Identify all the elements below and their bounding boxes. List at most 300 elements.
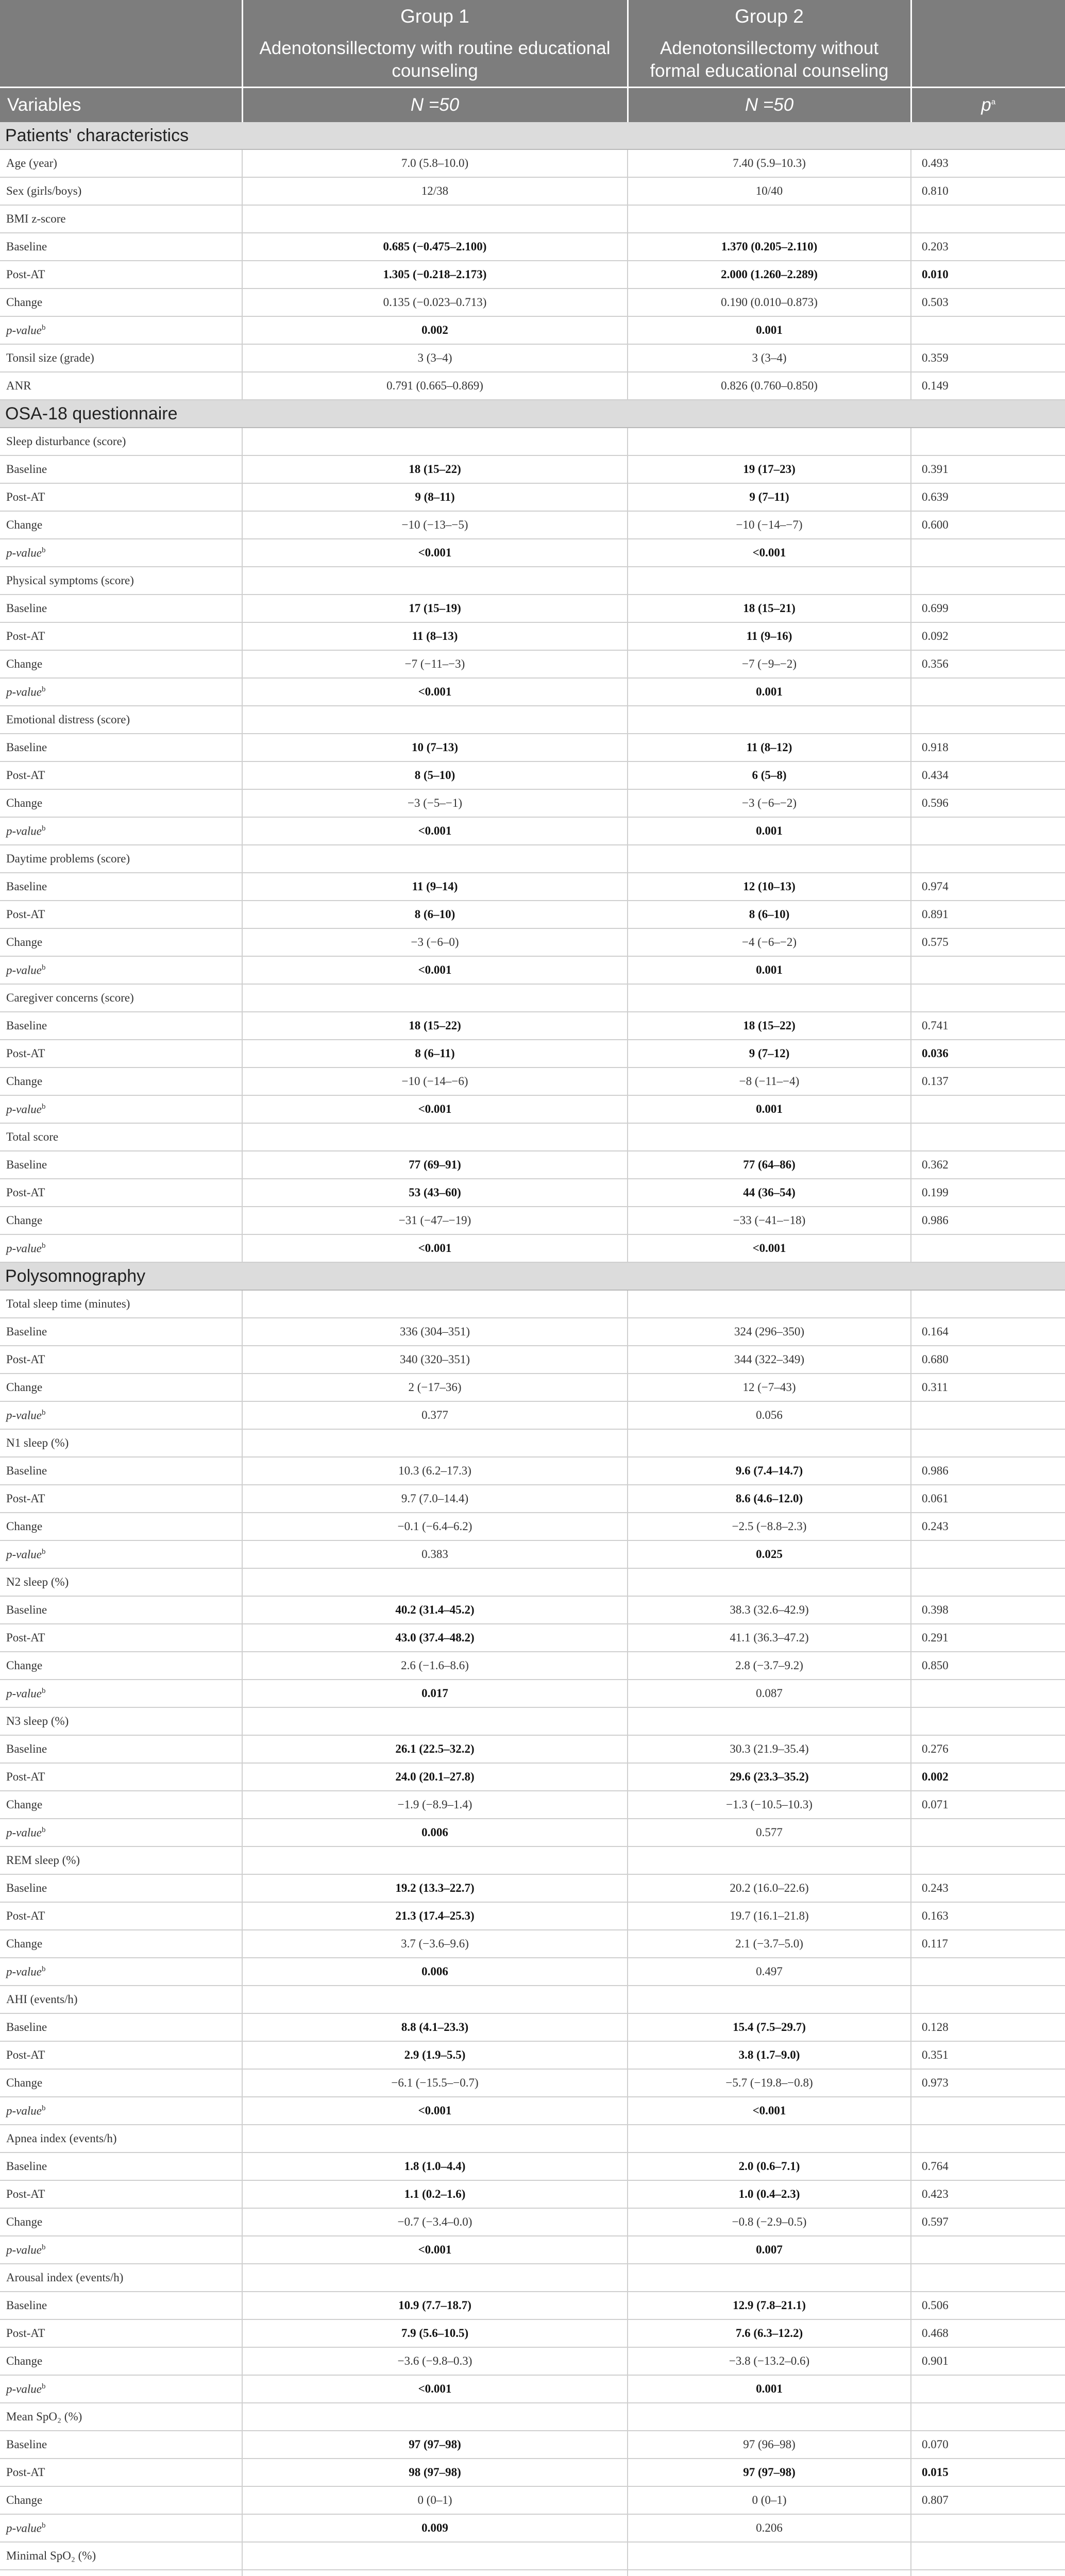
pvalue-footnote-marker: b [41, 2104, 46, 2112]
variable-label-cell [0, 205, 242, 233]
variable-label: Change [6, 2494, 43, 2506]
variable-label-cell [0, 1151, 242, 1179]
pvalue-footnote-marker: b [41, 2382, 46, 2391]
p-value: 0.010 [911, 261, 1065, 289]
variable-label: Post-AT [6, 1631, 45, 1644]
group1-value: 336 (304–351) [242, 1318, 628, 1346]
variable-label: Baseline [6, 2160, 47, 2173]
table-row [0, 372, 1065, 400]
p-value [911, 2514, 1065, 2542]
group1-value [242, 845, 628, 873]
group1-value: 17 (15–19) [242, 595, 628, 622]
table-row [0, 511, 1065, 539]
group2-value: 0.826 (0.760–0.850) [628, 372, 911, 400]
variable-label: Post-AT [6, 1353, 45, 1366]
variable-label-cell [0, 2292, 242, 2319]
group2-n: N =50 [628, 88, 911, 123]
p-value [911, 845, 1065, 873]
group2-value: 41.1 (36.3–47.2) [628, 1624, 911, 1652]
variable-label-cell [0, 289, 242, 316]
variable-label: Post-AT [6, 1770, 45, 1783]
p-value [911, 2375, 1065, 2403]
table-row [0, 289, 1065, 316]
variable-label: Total sleep time (minutes) [6, 1297, 130, 1310]
p-value [911, 1095, 1065, 1123]
table-body [0, 122, 1065, 2576]
p-value: 0.986 [911, 1457, 1065, 1485]
variable-label: Change [6, 2076, 43, 2089]
group2-value: −0.8 (−2.9–0.5) [628, 2208, 911, 2236]
variable-label: p-value [6, 324, 42, 337]
group2-value: 0.497 [628, 1958, 911, 1986]
table-row [0, 1095, 1065, 1123]
p-value [911, 2097, 1065, 2125]
group1-value: 24.0 (20.1–27.8) [242, 1763, 628, 1791]
p-value [911, 1568, 1065, 1596]
variable-label: Post-AT [6, 2188, 45, 2200]
table-row [0, 2236, 1065, 2264]
p-value [911, 1986, 1065, 2013]
p-value: 0.810 [911, 177, 1065, 205]
p-value [911, 956, 1065, 984]
p-value: 0.974 [911, 873, 1065, 901]
table-row [0, 177, 1065, 205]
group1-value [242, 984, 628, 1012]
p-value [911, 2403, 1065, 2431]
group2-value: 0.577 [628, 1819, 911, 1846]
group1-value: 0.017 [242, 1680, 628, 1707]
variable-label-cell [0, 455, 242, 483]
p-value: 0.311 [911, 1374, 1065, 1401]
p-value: 0.071 [911, 1791, 1065, 1819]
group2-value: <0.001 [628, 1234, 911, 1262]
group1-value: 53 (43–60) [242, 1179, 628, 1207]
group2-value: 38.3 (32.6–42.9) [628, 1596, 911, 1624]
subgroup-row [0, 1846, 1065, 1874]
group1-value: −3 (−5–−1) [242, 789, 628, 817]
group2-value: 12.9 (7.8–21.1) [628, 2292, 911, 2319]
group2-value: 0.206 [628, 2514, 911, 2542]
group1-value: 11 (8–13) [242, 622, 628, 650]
group2-value: 2.0 (0.6–7.1) [628, 2153, 911, 2180]
group2-value: 9 (7–12) [628, 1040, 911, 1067]
variable-label-cell [0, 2459, 242, 2486]
group2-value: 44 (36–54) [628, 1179, 911, 1207]
group1-value: 1.1 (0.2–1.6) [242, 2180, 628, 2208]
table-row [0, 1874, 1065, 1902]
p-value: 0.639 [911, 483, 1065, 511]
group2-value: 344 (322–349) [628, 1346, 911, 1374]
group2-value: 0.056 [628, 1401, 911, 1429]
group2-value [628, 984, 911, 1012]
group1-value: 11 (9–14) [242, 873, 628, 901]
subgroup-row [0, 706, 1065, 734]
subgroup-row [0, 1568, 1065, 1596]
group2-value: 0.087 [628, 1680, 911, 1707]
variable-label-cell [0, 149, 242, 177]
table-row [0, 789, 1065, 817]
group1-value: 9.7 (7.0–14.4) [242, 1485, 628, 1513]
group2-value [628, 706, 911, 734]
group1-value: −3.6 (−9.8–0.3) [242, 2347, 628, 2375]
group1-value: 10 (7–13) [242, 734, 628, 761]
table-row [0, 2208, 1065, 2236]
subgroup-row [0, 845, 1065, 873]
variable-label: p-value [6, 546, 42, 560]
group1-value: 0.002 [242, 316, 628, 344]
group1-value: 18 (15–22) [242, 455, 628, 483]
table-row [0, 1234, 1065, 1262]
subgroup-row [0, 2542, 1065, 2570]
subgroup-row [0, 2125, 1065, 2153]
variable-label-cell [0, 928, 242, 956]
variable-label-cell [0, 1652, 242, 1680]
group2-value: 12 (10–13) [628, 873, 911, 901]
p-value [911, 2125, 1065, 2153]
variables-column-header: Variables [0, 88, 242, 123]
group1-value: 8.8 (4.1–23.3) [242, 2013, 628, 2041]
p-value: 0.199 [911, 1179, 1065, 1207]
group1-value: 18 (15–22) [242, 1012, 628, 1040]
variable-label-cell [0, 1624, 242, 1652]
group2-value [628, 1123, 911, 1151]
pvalue-footnote-marker: b [41, 546, 46, 554]
table-row [0, 2069, 1065, 2097]
variable-label: Change [6, 2215, 43, 2228]
group1-value [242, 1123, 628, 1151]
variable-label-cell [0, 177, 242, 205]
variable-label: Baseline [6, 1882, 47, 1894]
p-value [911, 2236, 1065, 2264]
p-value: 0.137 [911, 1067, 1065, 1095]
pvalue-footnote-marker: b [41, 963, 46, 972]
table-row [0, 2486, 1065, 2514]
pvalue-footnote-marker: b [41, 1686, 46, 1695]
group2-value: 8.6 (4.6–12.0) [628, 1485, 911, 1513]
group2-value: 9.6 (7.4–14.7) [628, 1457, 911, 1485]
group2-value: −3 (−6–−2) [628, 789, 911, 817]
group2-value: 2.1 (−3.7–5.0) [628, 1930, 911, 1958]
variable-label: Post-AT [6, 2048, 45, 2061]
group1-value: 2.6 (−1.6–8.6) [242, 1652, 628, 1680]
group1-value: 2.9 (1.9–5.5) [242, 2041, 628, 2069]
variable-label: Post-AT [6, 2327, 45, 2340]
group2-value [628, 205, 911, 233]
header-empty-cell [911, 33, 1065, 88]
group1-value [242, 1986, 628, 2013]
p-value: 0.434 [911, 761, 1065, 789]
variable-label: Tonsil size (grade) [6, 351, 94, 364]
group2-value: 77 (64–86) [628, 1151, 911, 1179]
p-value: 0.468 [911, 2319, 1065, 2347]
group1-value: 0.006 [242, 1819, 628, 1846]
variable-label-cell [0, 261, 242, 289]
variable-label: Baseline [6, 2299, 47, 2312]
group2-value [628, 1429, 911, 1457]
header-empty-cell [0, 33, 242, 88]
variable-label-cell [0, 1485, 242, 1513]
variable-label-cell [0, 2431, 242, 2459]
group2-value: 97 (97–98) [628, 2459, 911, 2486]
variable-label-cell [0, 1457, 242, 1485]
group2-value: 18 (15–22) [628, 1012, 911, 1040]
pvalue-footnote-marker: b [41, 2243, 46, 2251]
group2-value: 0.025 [628, 1540, 911, 1568]
pvalue-footnote-marker: b [41, 1408, 46, 1417]
table-row [0, 595, 1065, 622]
p-value: 0.575 [911, 928, 1065, 956]
pvalue-footnote-marker: b [41, 1102, 46, 1111]
table-row [0, 734, 1065, 761]
group1-value: 3 (3–4) [242, 344, 628, 372]
table-row [0, 873, 1065, 901]
group1-value: 1.8 (1.0–4.4) [242, 2153, 628, 2180]
table-row [0, 956, 1065, 984]
group1-value: −7 (−11–−3) [242, 650, 628, 678]
table-row [0, 928, 1065, 956]
variable-label-cell [0, 2319, 242, 2347]
p-value: 0.164 [911, 1318, 1065, 1346]
p-value: 0.891 [911, 901, 1065, 928]
p-value: 0.276 [911, 1735, 1065, 1763]
variable-label: Baseline [6, 1019, 47, 1032]
p-value [911, 205, 1065, 233]
variable-label: N3 sleep (%) [6, 1715, 69, 1727]
group1-value [242, 428, 628, 455]
group1-value: <0.001 [242, 678, 628, 706]
variable-label: Change [6, 1075, 43, 1088]
variable-label: Caregiver concerns (score) [6, 991, 134, 1004]
variable-label-cell [0, 2403, 242, 2431]
group1-value: <0.001 [242, 956, 628, 984]
table-row [0, 1624, 1065, 1652]
p-value: 0.128 [911, 2013, 1065, 2041]
variable-label: Change [6, 1381, 43, 1394]
group1-subtitle: Adenotonsillectomy with routine educational counseling [242, 33, 628, 88]
p-value: 0.901 [911, 2347, 1065, 2375]
variable-label: p-value [6, 1409, 42, 1422]
group2-value: 0.001 [628, 956, 911, 984]
group2-value [628, 2125, 911, 2153]
p-value [911, 1429, 1065, 1457]
variable-label-cell [0, 2069, 242, 2097]
group1-value: <0.001 [242, 2375, 628, 2403]
table-row [0, 1374, 1065, 1401]
variable-label: Post-AT [6, 769, 45, 782]
variable-label-cell [0, 2514, 242, 2542]
p-value [911, 1234, 1065, 1262]
group1-value: 0.006 [242, 1958, 628, 1986]
group1-value: 10.9 (7.7–18.7) [242, 2292, 628, 2319]
p-value: 0.596 [911, 789, 1065, 817]
table-row [0, 1151, 1065, 1179]
group1-value [242, 1707, 628, 1735]
p-value: 0.359 [911, 344, 1065, 372]
variable-label-cell [0, 1846, 242, 1874]
variable-label: Sleep disturbance (score) [6, 435, 126, 448]
group1-value: <0.001 [242, 2097, 628, 2125]
variable-label: ANR [6, 379, 31, 392]
p-value [911, 1123, 1065, 1151]
group1-value: 7.9 (5.6–10.5) [242, 2319, 628, 2347]
p-value [911, 1290, 1065, 1318]
table-row [0, 1067, 1065, 1095]
group2-value: 10/40 [628, 177, 911, 205]
subgroup-row [0, 1429, 1065, 1457]
table-row [0, 817, 1065, 845]
group1-value [242, 567, 628, 595]
variable-label-cell [0, 984, 242, 1012]
variable-label-cell [0, 789, 242, 817]
table-row [0, 2097, 1065, 2125]
variable-label: p-value [6, 1965, 42, 1978]
table-row [0, 1958, 1065, 1986]
variable-label-cell [0, 901, 242, 928]
group1-value: 21.3 (17.4–25.3) [242, 1902, 628, 1930]
group1-value [242, 1290, 628, 1318]
variable-label-cell [0, 2486, 242, 2514]
p-value: 0.391 [911, 455, 1065, 483]
table-row [0, 2431, 1065, 2459]
group2-value: 0.001 [628, 817, 911, 845]
variable-label: Baseline [6, 1158, 47, 1171]
variable-label-cell [0, 1346, 242, 1374]
group2-value: 6 (5–8) [628, 761, 911, 789]
group2-value: 3.8 (1.7–9.0) [628, 2041, 911, 2069]
p-column-header-label: p [981, 95, 991, 115]
p-value: 0.423 [911, 2180, 1065, 2208]
group1-value: 26.1 (22.5–32.2) [242, 1735, 628, 1763]
group1-value: −0.1 (−6.4–6.2) [242, 1513, 628, 1540]
variable-label-cell [0, 2542, 242, 2570]
p-value: 0.036 [911, 1040, 1065, 1067]
table-row [0, 1485, 1065, 1513]
table-row [0, 233, 1065, 261]
variable-label-cell [0, 1986, 242, 2013]
variable-label-cell [0, 2013, 242, 2041]
variable-label-cell [0, 1290, 242, 1318]
group1-value: −31 (−47–−19) [242, 1207, 628, 1234]
variable-label-cell [0, 595, 242, 622]
variable-label-cell [0, 1513, 242, 1540]
table-row [0, 622, 1065, 650]
group2-value: 97 (96–98) [628, 2431, 911, 2459]
variable-label: p-value [6, 2104, 42, 2117]
table-row [0, 1318, 1065, 1346]
variable-label-cell [0, 2097, 242, 2125]
variable-label-cell [0, 1067, 242, 1095]
p-value: 0.986 [911, 1207, 1065, 1234]
variable-label: Age (year) [6, 157, 57, 170]
variable-label: Change [6, 657, 43, 670]
variable-label: Apnea index (events/h) [6, 2132, 117, 2145]
table-row [0, 650, 1065, 678]
p-value: 0.243 [911, 1513, 1065, 1540]
table-row [0, 344, 1065, 372]
group1-value: 0.383 [242, 1540, 628, 1568]
variable-label-cell [0, 2375, 242, 2403]
p-value [911, 1819, 1065, 1846]
group1-value [242, 2570, 628, 2576]
group1-title: Group 1 [242, 0, 628, 33]
variable-label-cell [0, 2236, 242, 2264]
group2-value: 1.0 (0.4–2.3) [628, 2180, 911, 2208]
variable-label: Change [6, 936, 43, 948]
section-header [0, 122, 1065, 149]
group2-value: −33 (−41–−18) [628, 1207, 911, 1234]
header-empty-cell [0, 0, 242, 33]
group1-value: 7.0 (5.8–10.0) [242, 149, 628, 177]
variable-label-cell [0, 428, 242, 455]
group1-value: 43.0 (37.4–48.2) [242, 1624, 628, 1652]
group2-value [628, 428, 911, 455]
group2-value: 2.8 (−3.7–9.2) [628, 1652, 911, 1680]
variable-label: p-value [6, 1103, 42, 1116]
group2-value: 18 (15–21) [628, 595, 911, 622]
group2-value [628, 2403, 911, 2431]
p-value: 0.351 [911, 2041, 1065, 2069]
group2-value [628, 1707, 911, 1735]
variable-label-cell [0, 1429, 242, 1457]
variable-label-cell [0, 1568, 242, 1596]
group1-value: −0.7 (−3.4–0.0) [242, 2208, 628, 2236]
group1-value: 340 (320–351) [242, 1346, 628, 1374]
variable-label: Baseline [6, 1464, 47, 1477]
variable-label-cell [0, 1707, 242, 1735]
table-row [0, 149, 1065, 177]
variable-label-cell [0, 817, 242, 845]
table-row [0, 2319, 1065, 2347]
group2-value: −7 (−9–−2) [628, 650, 911, 678]
variable-label: Post-AT [6, 1909, 45, 1922]
variable-label-cell [0, 706, 242, 734]
variable-label: Baseline [6, 741, 47, 754]
table-row [0, 1457, 1065, 1485]
group1-value [242, 2125, 628, 2153]
section-header [0, 1262, 1065, 1290]
p-value: 0.356 [911, 650, 1065, 678]
group1-n: N =50 [242, 88, 628, 123]
subgroup-row [0, 1986, 1065, 2013]
group1-value: 10.3 (6.2–17.3) [242, 1457, 628, 1485]
variable-label: Change [6, 796, 43, 809]
group1-value: 0 (0–1) [242, 2486, 628, 2514]
group2-value [628, 845, 911, 873]
variable-label-cell [0, 678, 242, 706]
variable-label-cell [0, 2153, 242, 2180]
group1-value: 1.305 (−0.218–2.173) [242, 261, 628, 289]
group1-value: −10 (−13–−5) [242, 511, 628, 539]
table-row [0, 1513, 1065, 1540]
group1-value: 9 (8–11) [242, 483, 628, 511]
group2-value: 29.6 (23.3–35.2) [628, 1763, 911, 1791]
group1-value [242, 2542, 628, 2570]
p-value: 0.092 [911, 622, 1065, 650]
variable-label: Change [6, 518, 43, 531]
variable-label: Baseline [6, 1603, 47, 1616]
variable-label: BMI z-score [6, 212, 66, 225]
p-value [911, 1958, 1065, 1986]
variable-label: p-value [6, 1687, 42, 1700]
subgroup-row [0, 205, 1065, 233]
table-row [0, 1791, 1065, 1819]
group1-value: <0.001 [242, 1095, 628, 1123]
variable-label: p-value [6, 1242, 42, 1255]
subgroup-row [0, 428, 1065, 455]
p-value: 0.015 [911, 2459, 1065, 2486]
group2-value: −10 (−14–−7) [628, 511, 911, 539]
variable-label: Post-AT [6, 268, 45, 281]
